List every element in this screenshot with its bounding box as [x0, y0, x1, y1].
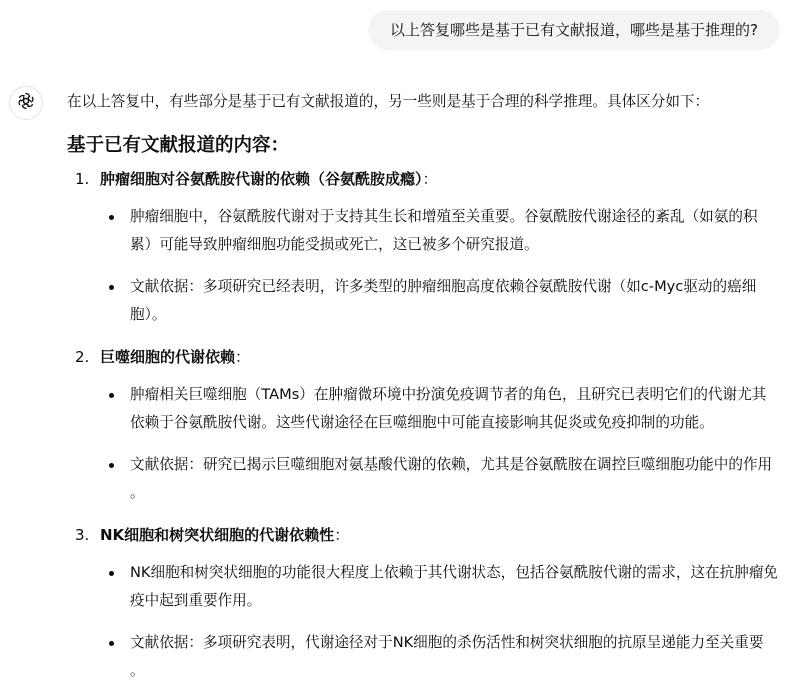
section-heading: 基于已有文献报道的内容：	[67, 135, 290, 156]
list-item-title-colon: ：	[422, 170, 438, 188]
bullet-list	[100, 203, 779, 329]
bullet-item	[100, 559, 779, 615]
bullet-text: 肿瘤细胞中，谷氨酰胺代谢对于支持其生长和增殖至关重要。谷氨酰胺代谢途径的紊乱（如氨的积累）可能导致肿瘤细胞功能受损或死亡，这已被多个研究报道。	[130, 208, 758, 253]
list-item-heading	[100, 521, 779, 549]
list-item-title: NK细胞和树突状细胞的代谢依赖性	[100, 526, 335, 544]
list-item-number: 2.	[75, 348, 90, 366]
bullet-item	[100, 203, 779, 259]
list-item-title-colon: ：	[235, 348, 251, 366]
list-item-title-colon: ：	[334, 526, 350, 544]
bullet-dot-icon	[109, 215, 114, 220]
answer-intro: 在以上答复中，有些部分是基于已有文献报道的，另一些则是基于合理的科学推理。具体区分如下：	[67, 93, 710, 110]
openai-logo-icon	[16, 91, 36, 115]
bullet-list	[100, 381, 779, 507]
bullet-text: 肿瘤相关巨噬细胞（TAMs）在肿瘤微环境中扮演免疫调节者的角色，且研究已表明它们的代谢尤其依赖于谷氨酰胺代谢。这些代谢途径在巨噬细胞中可能直接影响其促炎或免疫抑制的功能。	[130, 386, 767, 431]
bullet-dot-icon	[109, 641, 114, 646]
bullet-text: NK细胞和树突状细胞的功能很大程度上依赖于其代谢状态，包括谷氨酰胺代谢的需求，这在抗肿瘤免疫中起到重要作用。	[130, 564, 779, 609]
bullet-text: 文献依据：研究已揭示巨噬细胞对氨基酸代谢的依赖，尤其是谷氨酰胺在调控巨噬细胞功能中的作用 。	[130, 456, 773, 501]
list-item-heading	[100, 343, 779, 371]
list-item-title: 肿瘤细胞对谷氨酰胺代谢的依赖（谷氨酰胺成瘾）	[100, 170, 423, 188]
bullet-list	[100, 559, 779, 685]
list-item	[67, 521, 779, 685]
bullet-dot-icon	[109, 571, 114, 576]
bullet-text: 文献依据：多项研究已经表明，许多类型的肿瘤细胞高度依赖谷氨酰胺代谢（如c-Myc驱动的癌细胞）。	[130, 278, 757, 323]
bullet-dot-icon	[109, 463, 114, 468]
bullet-dot-icon	[109, 285, 114, 290]
bullet-item	[100, 629, 779, 685]
list-item-title: 巨噬细胞的代谢依赖	[100, 348, 236, 366]
numbered-list	[67, 165, 779, 685]
list-item	[67, 343, 779, 507]
bullet-item	[100, 381, 779, 437]
assistant-message	[67, 88, 779, 699]
bullet-item	[100, 273, 779, 329]
list-item-number: 1.	[75, 170, 90, 188]
bullet-dot-icon	[109, 393, 114, 398]
bullet-item	[100, 451, 779, 507]
bullet-text: 文献依据：多项研究表明，代谢途径对于NK细胞的杀伤活性和树突状细胞的抗原呈递能力至关重要 。	[130, 634, 764, 679]
user-message-text: 以上答复哪些是基于已有文献报道，哪些是基于推理的?	[390, 21, 758, 39]
list-item-heading	[100, 165, 779, 193]
list-item	[67, 165, 779, 329]
assistant-avatar	[9, 86, 43, 120]
list-item-number: 3.	[75, 526, 90, 544]
user-message-bubble	[368, 10, 780, 50]
